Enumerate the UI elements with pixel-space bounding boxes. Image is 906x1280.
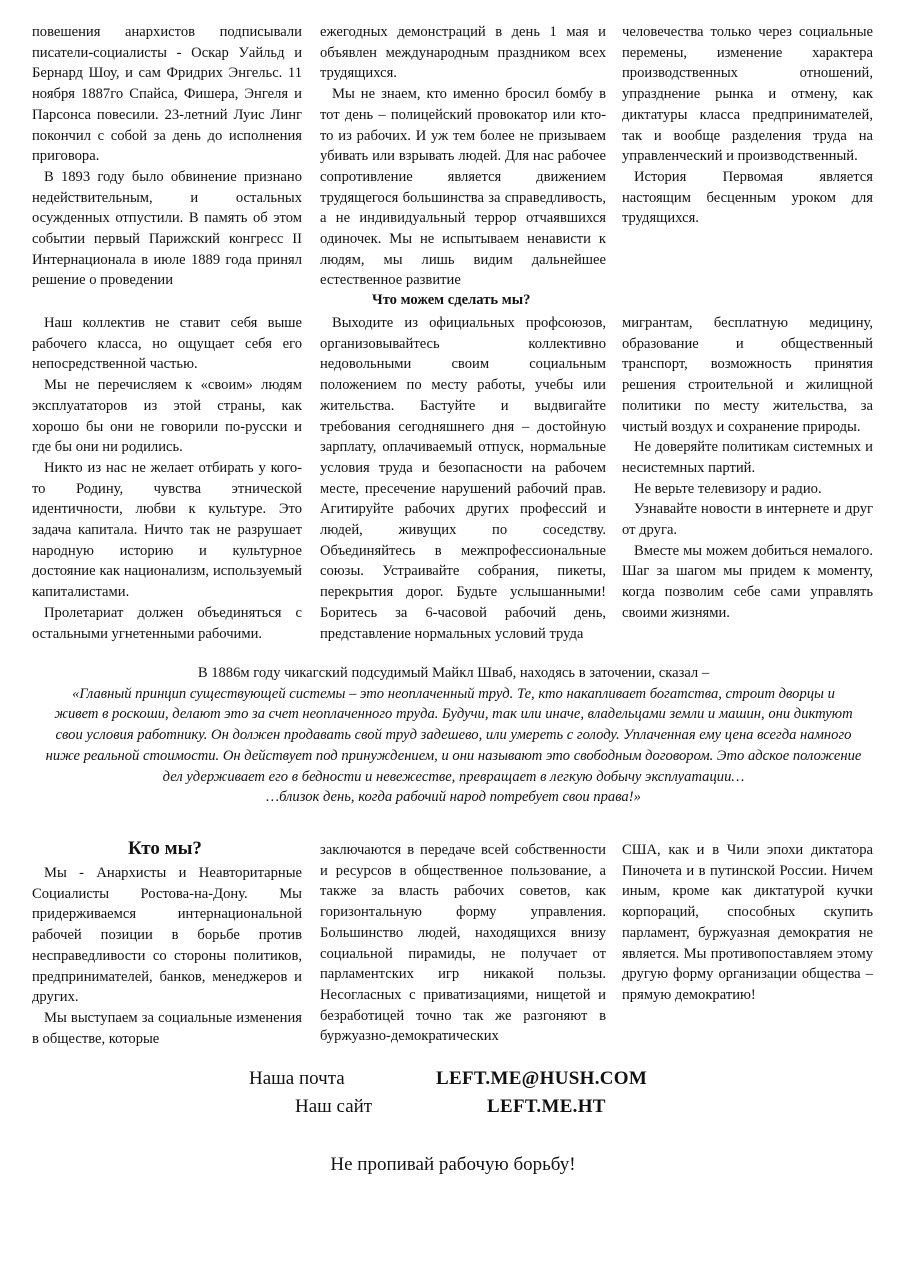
slogan: Не пропивай рабочую борьбу!: [330, 1154, 576, 1175]
section1-column-2: [320, 22, 606, 291]
quote-line: …близок день, когда рабочий народ потребует свои права!»: [266, 789, 641, 806]
paragraph: ежегодных демонстраций в день 1 мая и объявлен международным праздником всех трудящихся.: [320, 24, 606, 82]
mail-address[interactable]: LEFT.ME@HUSH.COM: [436, 1068, 648, 1089]
paragraph: Мы не перечисляем к «своим» людям эксплуататоров из этой страны, как хорошо бы они не говорили по-русски и где бы они ни родились.: [32, 377, 302, 456]
quote-intro: В 1886м году чикагский подсудимый Майкл Шваб, находясь в заточении, сказал –: [197, 665, 710, 681]
section2-column-1: [32, 313, 302, 644]
section2-column-2: [320, 313, 606, 644]
paragraph: человечества только через социальные перемены, изменение характера производственных отношений, упразднение рынка и отмену, как диктатуры класса предпринимателей, так и вообще разделения труда на управленческий и производственный.: [622, 24, 873, 165]
section3-column-3: [622, 840, 873, 1006]
quote-line: дел удерживает его в бедности и невежестве, превращает в легкую добычу эксплуатации…: [162, 768, 745, 785]
section1-column-1: [32, 22, 302, 291]
paragraph: В 1893 году было обвинение признано недействительным, и остальных осужденных отпустили. В память об этом событии первый Парижский конгресс II Интернационала в июле 1889 года принял решение о проведении: [32, 168, 302, 289]
paragraph: повешения анархистов подписывали писатели-социалисты - Оскар Уайльд и Бернард Шоу, и сам Фридрих Энгельс. 11 ноября 1887го Спайса, Фишера, Энгеля и Парсонса повесили. 23-летний Луис Линг покончил с собой за день до исполнения приговора.: [32, 24, 302, 165]
section1-column-3: [622, 22, 873, 229]
quote-line: свои условия работнику. Он должен продавать свой труд задешево, или умереть с голоду. Уплаченная ему цена всегда намного: [55, 727, 852, 744]
paragraph: Вместе мы можем добиться немалого. Шаг за шагом мы придем к моменту, когда позволим себе сами управлять своими жизнями.: [622, 542, 873, 621]
paragraph: США, как и в Чили эпохи диктатора Пиночета и в путинской России. Ничем иным, кроме как диктатурой кучки корпораций, способных скупить парламент, буржуазная демократия не является. Мы противопоставляем этому другую форму организации общества – прямую демократию!: [622, 842, 873, 1003]
paragraph: Узнавайте новости в интернете и друг от друга.: [622, 501, 873, 539]
section3-heading: Кто мы?: [128, 838, 202, 859]
paragraph: заключаются в передаче всей собственности и ресурсов в общественное пользование, а также за власть рабочих советов, как горизонтальную форму управления. Большинство людей, находящихся внизу социальной пирамиды, не получает от парламентских игр никакой пользы. Несогласных с приватизациями, нищетой и безработицей точно так же разгоняют в буржуазно-демократических: [320, 842, 606, 1045]
paragraph: мигрантам, бесплатную медицину, образование и общественный транспорт, возможность принятия решения строительной и жилищной политики по месту жительства, за чистый воздух и сохранение природы.: [622, 315, 873, 435]
paragraph: Мы не знаем, кто именно бросил бомбу в тот день – полицейский провокатор или кто-то из рабочих. И уж тем более не призываем убивать или взрывать людей. Для нас рабочее сопротивление является движением трудящегося большинства за справедливость, а не индивидуальный террор отчаявшихся одиночек. Мы не испытываем ненависти к людям, мы лишь видим дальнейшее естественное развитие: [320, 86, 606, 289]
paragraph: История Первомая является настоящим бесценным уроком для трудящихся.: [622, 168, 873, 227]
mail-label: Наша почта: [249, 1068, 345, 1089]
paragraph: Мы выступаем за социальные изменения в обществе, которые: [32, 1009, 302, 1047]
quote-line: «Главный принцип существующей системы – это неоплаченный труд. Те, кто накапливает богатства, строит дворцы и: [72, 685, 835, 702]
section3-column-1: [32, 863, 302, 1049]
paragraph: Не доверяйте политикам системных и несистемных партий.: [622, 439, 873, 476]
paragraph: Мы - Анархисты и Неавторитарные Социалисты Ростова-на-Дону. Мы придерживаемся интернациональной рабочей позиции в борьбе против несправедливости со стороны политиков, предпринимателей, банков, менеджеров и других.: [32, 865, 302, 1006]
quote-line: ниже реальной стоимости. Он действует под принуждением, и они называют это свободным договором. Это адское положение: [45, 747, 862, 764]
paragraph: Никто из нас не желает отбирать у кого-то Родину, чувства этнической идентичности, любви к культуре. Это задача капитала. Ничто так не разрушает народную историю и культурное достояние как национализм, используемый капиталистами.: [32, 459, 302, 601]
paragraph: Наш коллектив не ставит себя выше рабочего класса, но ощущает себя его непосредственной частью.: [32, 315, 302, 373]
paragraph: Выходите из официальных профсоюзов, организовывайтесь коллективно недовольными своим социальным положением по месту работы, учебы или жительства. Бастуйте и выдвигайте требования сегодняшнего дня – достойную зарплату, оплачиваемый отпуск, нормальные условия труда и безопасности на рабочем месте, пресечение нарушений рабочий прав. Агитируйте рабочих других профессий и людей, живущих по соседству. Объединяйтесь в межпрофессиональные союзы. Устраивайте собрания, пикеты, перекрытия дорог. Будьте услышанными! Боритесь за 6-часовой рабочий день, представление нормальных условий труда: [320, 315, 606, 642]
site-address[interactable]: LEFT.ME.HT: [487, 1096, 606, 1117]
section2-heading: Что можем сделать мы?: [372, 292, 531, 308]
section3-column-2: [320, 840, 606, 1047]
section2-column-3: [622, 313, 873, 624]
paragraph: Не верьте телевизору и радио.: [634, 480, 822, 497]
paragraph: Пролетариат должен объединяться с остальными угнетенными рабочими.: [32, 604, 302, 642]
quote-line: живет в роскоши, делают это за счет неоплаченного труда. Будучи, так или иначе, владельцами земли и машин, они диктуют: [54, 706, 853, 723]
schwab-quote: [32, 663, 875, 808]
site-label: Наш сайт: [295, 1096, 373, 1117]
